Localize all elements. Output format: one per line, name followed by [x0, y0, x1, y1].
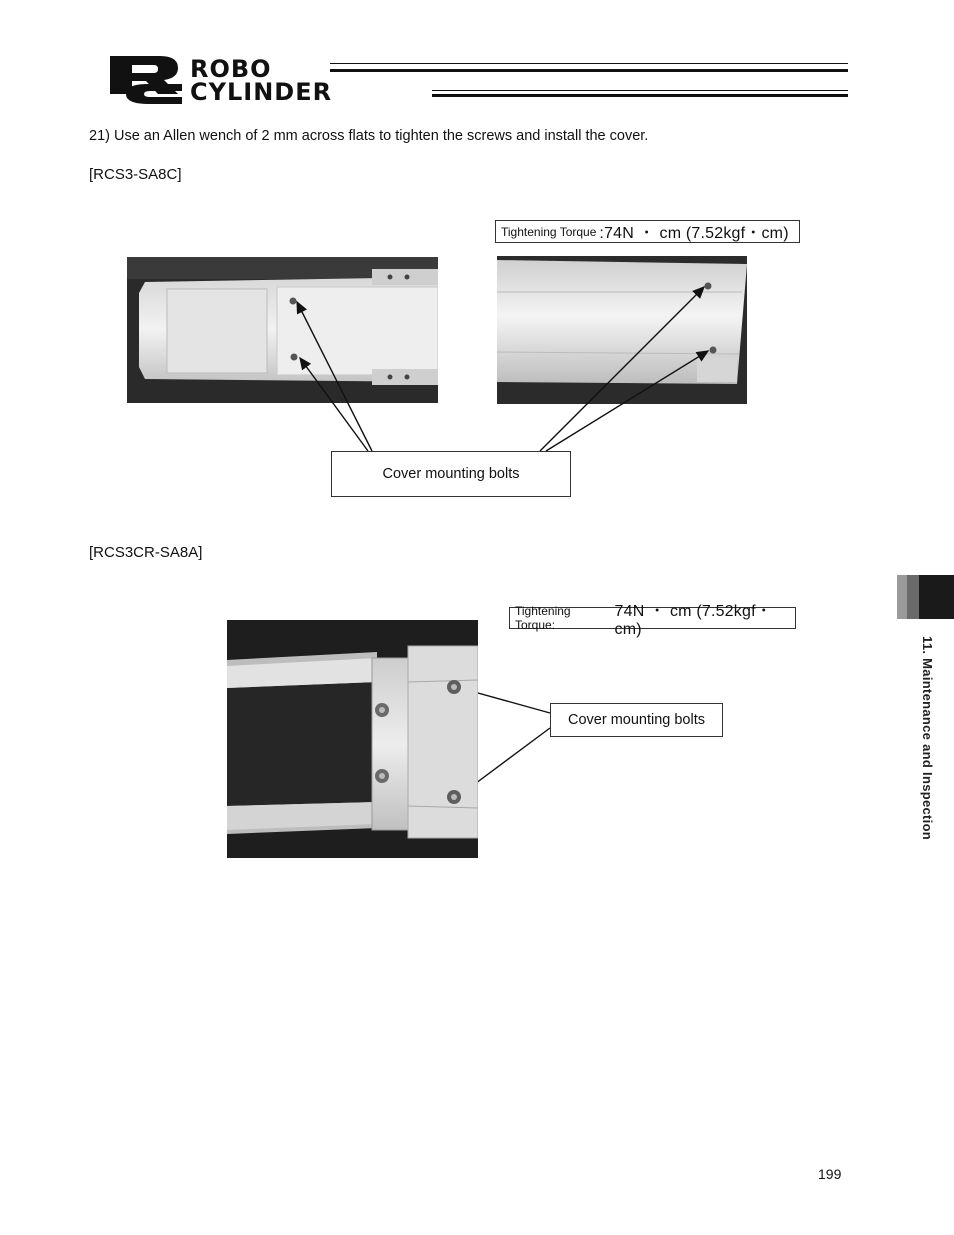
callout-label: Cover mounting bolts — [550, 703, 723, 737]
logo-text-robo: ROBO — [190, 55, 272, 83]
chapter-tab-marker — [919, 575, 954, 619]
page-number: 199 — [818, 1166, 842, 1182]
step-instruction: 21) Use an Allen wench of 2 mm across flats to tighten the screws and install the cover. — [89, 128, 649, 144]
torque-box — [509, 602, 796, 638]
torque-label: Tightening Torque — [501, 224, 597, 239]
chapter-tab-label: 11. Maintenance and Inspection — [920, 636, 935, 841]
torque-value: 74N ・ cm (7.52kgf・cm) — [614, 602, 772, 638]
actuator-photo — [227, 620, 478, 858]
logo-text-cylinder: CYLINDER — [190, 78, 333, 106]
chapter-tab-marker — [897, 575, 907, 619]
callout-label: Cover mounting bolts — [331, 451, 571, 497]
torque-label: Tightening Torque: — [515, 604, 571, 632]
chapter-tab-marker — [907, 575, 919, 619]
model-heading: [RCS3-SA8C] — [89, 166, 182, 183]
torque-value: :74N ・ cm (7.52kgf・cm) — [599, 225, 789, 242]
model-heading: [RCS3CR-SA8A] — [89, 544, 203, 561]
